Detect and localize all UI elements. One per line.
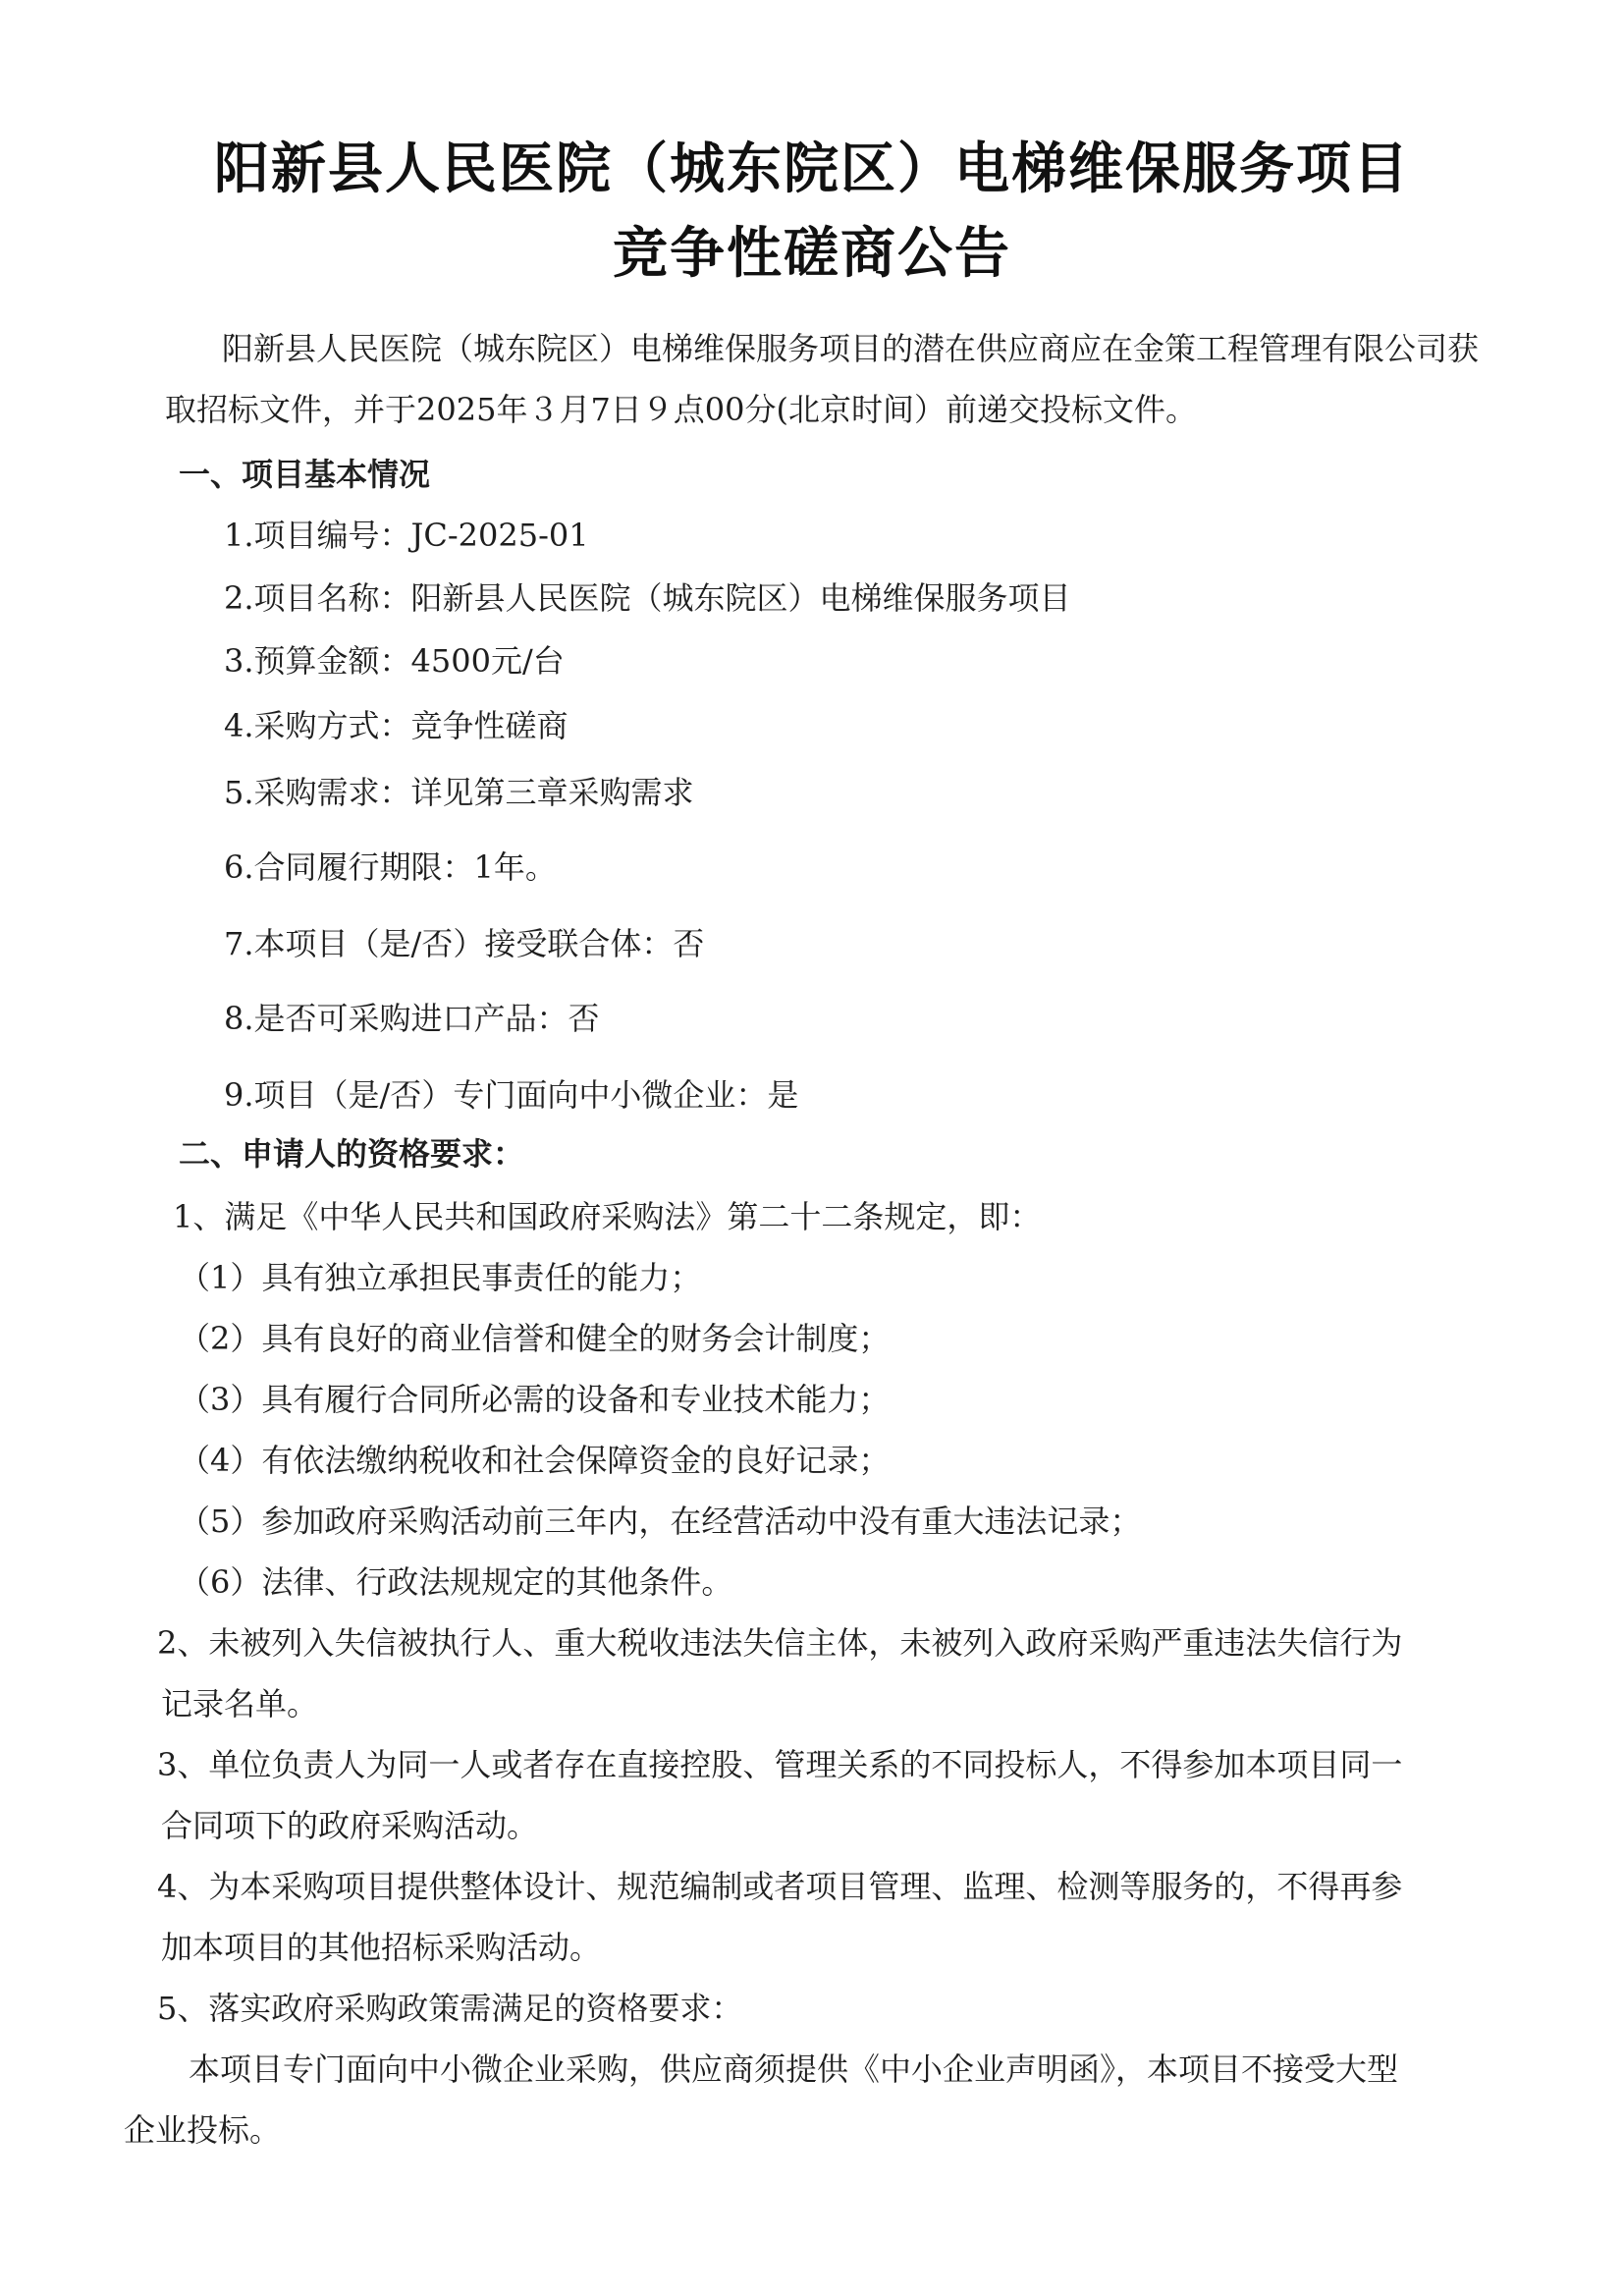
budget-amount: 3.预算金额：4500元/台 [224, 642, 565, 680]
requirement-4-line2: 加本项目的其他招标采购活动。 [161, 1929, 602, 1966]
requirement-1-sub-4: （4）有依法缴纳税收和社会保障资金的良好记录； [179, 1442, 891, 1479]
requirement-1-sub-2: （2）具有良好的商业信誉和健全的财务会计制度； [179, 1320, 891, 1357]
requirement-3-line1: 3、单位负责人为同一人或者存在直接控股、管理关系的不同投标人，不得参加本项目同一 [157, 1746, 1403, 1783]
procurement-requirement: 5.采购需求：详见第三章采购需求 [224, 774, 694, 811]
requirement-2-line1: 2、未被列入失信被执行人、重大税收违法失信主体，未被列入政府采购严重违法失信行为 [157, 1624, 1403, 1662]
requirement-1-sub-3: （3）具有履行合同所必需的设备和专业技术能力； [179, 1381, 891, 1418]
requirement-1-sub-5: （5）参加政府采购活动前三年内，在经营活动中没有重大违法记录； [179, 1503, 1142, 1540]
intro-paragraph-line2: 取招标文件，并于2025年３月7日９点00分(北京时间）前递交投标文件。 [165, 391, 1198, 428]
project-number: 1.项目编号：JC-2025-01 [224, 517, 589, 554]
project-name: 2.项目名称：阳新县人民医院（城东院区）电梯维保服务项目 [224, 579, 1071, 617]
sme-dedicated: 9.项目（是/否）专门面向中小微企业：是 [224, 1076, 799, 1114]
section1-heading: 一、项目基本情况 [179, 456, 431, 493]
document-title-line2: 竞争性磋商公告 [613, 222, 1011, 286]
document-title-line1: 阳新县人民医院（城东院区）电梯维保服务项目 [214, 137, 1410, 201]
requirement-1-sub-1: （1）具有独立承担民事责任的能力； [179, 1259, 702, 1296]
requirement-5-detail-line1: 本项目专门面向中小微企业采购，供应商须提供《中小企业声明函》，本项目不接受大型 [189, 2050, 1399, 2088]
requirement-1: 1、满足《中华人民共和国政府采购法》第二十二条规定，即： [173, 1198, 1042, 1235]
requirement-3-line2: 合同项下的政府采购活动。 [161, 1807, 539, 1844]
requirement-1-sub-6: （6）法律、行政法规规定的其他条件。 [179, 1563, 733, 1601]
section2-heading: 二、申请人的资格要求： [179, 1135, 525, 1173]
requirement-5: 5、落实政府采购政策需满足的资格要求： [157, 1990, 743, 2027]
requirement-4-line1: 4、为本采购项目提供整体设计、规范编制或者项目管理、监理、检测等服务的，不得再参 [157, 1868, 1403, 1905]
imported-products: 8.是否可采购进口产品：否 [224, 1000, 600, 1037]
requirement-2-line2: 记录名单。 [161, 1685, 319, 1722]
intro-paragraph-line1: 阳新县人民医院（城东院区）电梯维保服务项目的潜在供应商应在金策工程管理有限公司获 [222, 330, 1480, 367]
procurement-method: 4.采购方式：竞争性磋商 [224, 707, 568, 744]
consortium-accepted: 7.本项目（是/否）接受联合体：否 [224, 925, 705, 962]
requirement-5-detail-line2: 企业投标。 [124, 2111, 282, 2149]
contract-period: 6.合同履行期限：1年。 [224, 848, 557, 886]
